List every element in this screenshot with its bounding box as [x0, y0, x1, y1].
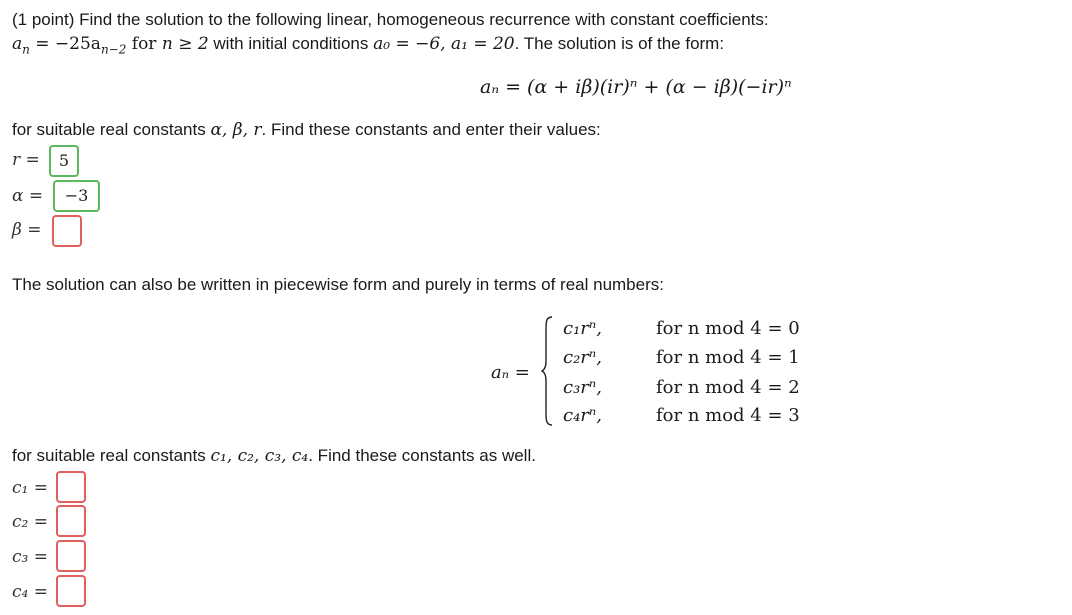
- n-condition: n ≥ 2: [161, 34, 209, 54]
- initial-conditions: a₀ = −6, a₁ = 20: [373, 34, 515, 54]
- constants-list-2: c₁, c₂, c₃, c₄: [210, 446, 309, 466]
- r-label: r =: [12, 150, 40, 170]
- case-1-expr: c₁rⁿ,: [563, 318, 602, 339]
- c2-label: c₂ =: [12, 512, 48, 532]
- piecewise-lhs: aₙ =: [491, 362, 530, 383]
- c2-input[interactable]: [57, 506, 85, 536]
- constants-text-post-2: . Find these constants as well.: [308, 446, 536, 465]
- recurrence-sub: n−2: [100, 42, 127, 57]
- recurrence-eq: = −25a: [29, 34, 101, 54]
- beta-label: β =: [12, 220, 42, 240]
- r-input[interactable]: 5: [50, 146, 78, 176]
- c1-input[interactable]: [57, 472, 85, 502]
- constants-text-pre-2: for suitable real constants: [12, 446, 211, 465]
- form-text: . The solution is of the form:: [514, 34, 725, 53]
- c4-input[interactable]: [57, 576, 85, 606]
- beta-input[interactable]: [53, 216, 81, 246]
- case-3-cond: for n mod 4 = 2: [656, 377, 800, 398]
- case-2-cond: for n mod 4 = 1: [656, 347, 800, 368]
- constants-list: α, β, r: [210, 120, 262, 140]
- constants-prompt: [12, 120, 601, 140]
- c3-label: c₃ =: [12, 547, 48, 567]
- case-3-expr: c₃rⁿ,: [563, 377, 602, 398]
- constants-prompt-2: [12, 446, 536, 466]
- piecewise-intro: The solution can also be written in piecewise form and purely in terms of real numbers:: [12, 275, 664, 294]
- c3-input[interactable]: [57, 541, 85, 571]
- case-4-expr: c₄rⁿ,: [563, 405, 602, 426]
- with-text: with initial conditions: [208, 34, 374, 53]
- recurrence-line: [12, 34, 724, 56]
- solution-form: aₙ = (α + iβ)(ir)ⁿ + (α − iβ)(−ir)ⁿ: [480, 76, 792, 98]
- case-2-expr: c₂rⁿ,: [563, 347, 602, 368]
- recurrence-lhs: a: [12, 34, 23, 54]
- left-brace-icon: [541, 316, 553, 426]
- alpha-input[interactable]: −3: [54, 181, 99, 211]
- constants-text-pre: for suitable real constants: [12, 120, 211, 139]
- c4-label: c₄ =: [12, 582, 48, 602]
- recurrence-lhs-sub: n: [22, 42, 30, 57]
- for-text: for: [126, 34, 162, 54]
- c1-label: c₁ =: [12, 478, 48, 498]
- alpha-label: α =: [12, 186, 44, 206]
- problem-intro: (1 point) Find the solution to the following linear, homogeneous recurrence with constant coefficients:: [12, 10, 769, 29]
- constants-text-post: . Find these constants and enter their values:: [261, 120, 601, 139]
- case-1-cond: for n mod 4 = 0: [656, 318, 800, 339]
- case-4-cond: for n mod 4 = 3: [656, 405, 800, 426]
